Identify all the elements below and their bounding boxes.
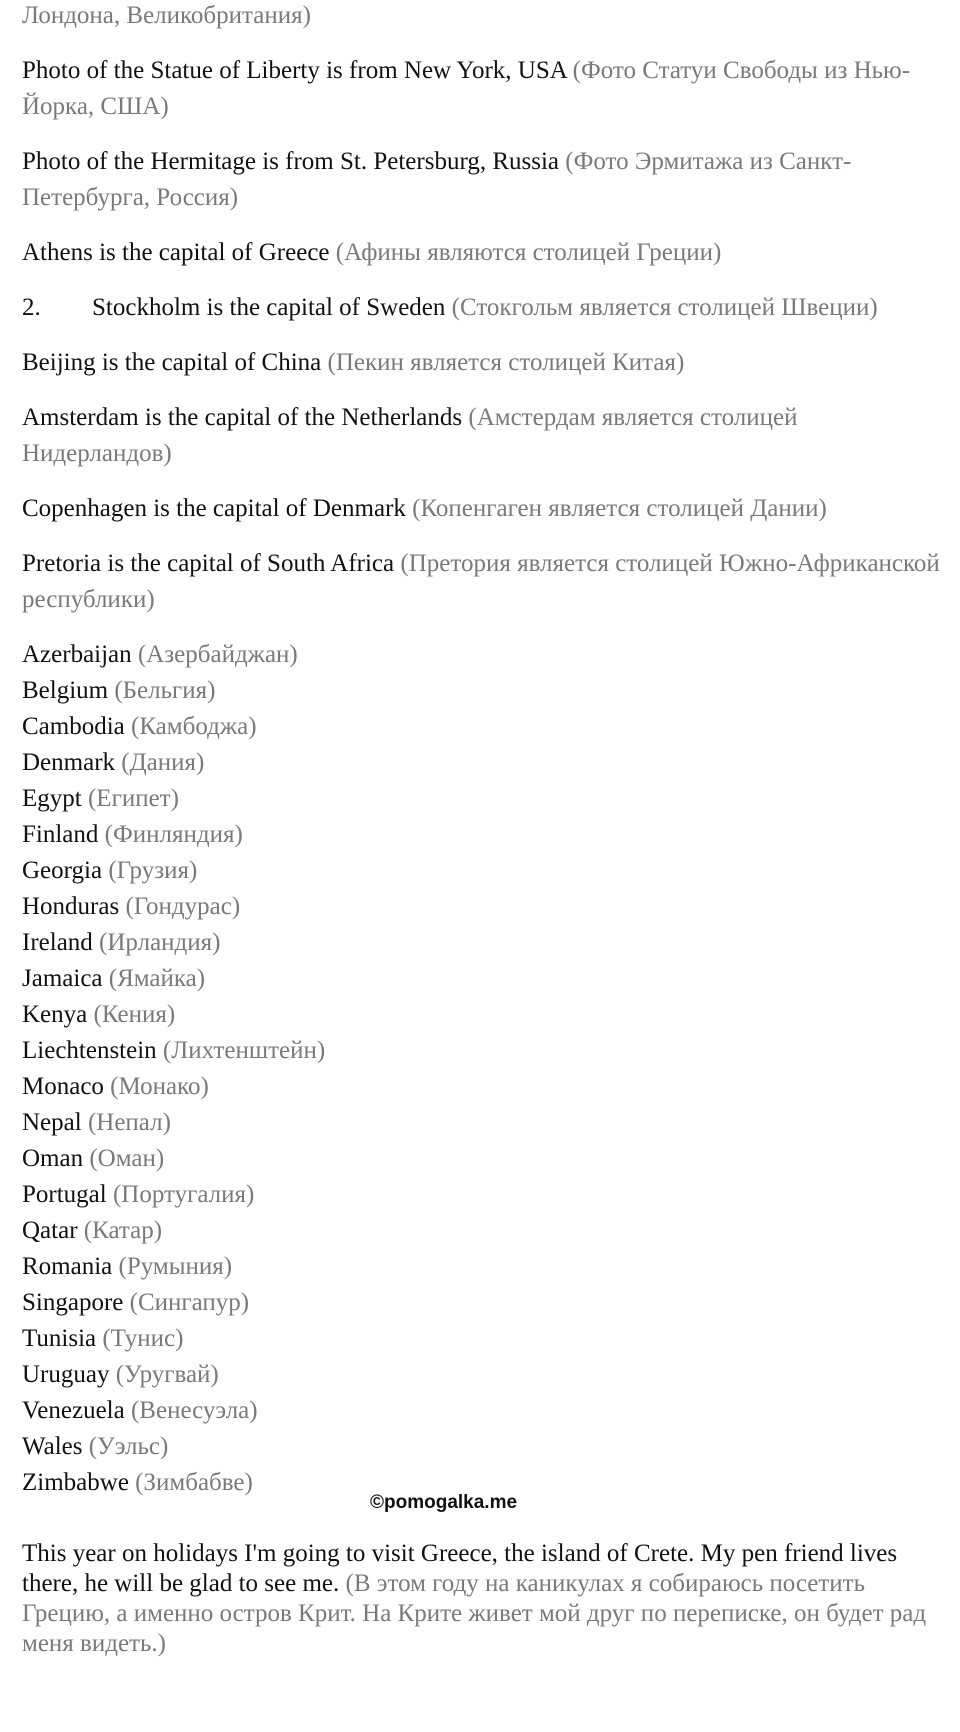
country-name: Nepal bbox=[22, 1109, 82, 1136]
list-item bbox=[22, 1213, 942, 1249]
country-translation: (Египет) bbox=[87, 785, 179, 812]
list-item bbox=[22, 997, 942, 1033]
country-name: Qatar bbox=[22, 1217, 78, 1244]
paragraph-amsterdam bbox=[22, 400, 942, 472]
country-translation: (Венесуэла) bbox=[130, 1397, 258, 1424]
english-text: Photo of the Statue of Liberty is from New York, USA bbox=[22, 57, 567, 84]
country-name: Portugal bbox=[22, 1181, 107, 1208]
country-name: Tunisia bbox=[22, 1325, 97, 1352]
country-translation: (Оман) bbox=[89, 1145, 165, 1172]
paragraph-copenhagen bbox=[22, 491, 942, 527]
document-page bbox=[22, 0, 942, 1678]
country-name: Ireland bbox=[22, 929, 93, 956]
paragraph-athens bbox=[22, 235, 942, 271]
list-item bbox=[22, 889, 942, 925]
country-name: Uruguay bbox=[22, 1361, 110, 1388]
country-name: Honduras bbox=[22, 893, 120, 920]
country-translation: (Лихтенштейн) bbox=[162, 1037, 326, 1064]
list-item bbox=[22, 781, 942, 817]
list-item bbox=[22, 1177, 942, 1213]
english-text: Amsterdam is the capital of the Netherlands bbox=[22, 404, 463, 431]
list-item bbox=[22, 637, 942, 673]
list-item bbox=[22, 961, 942, 997]
paragraph-holiday-plans bbox=[22, 1539, 942, 1659]
english-text: Photo of the Hermitage is from St. Petersburg, Russia bbox=[22, 148, 559, 175]
country-translation: (Камбоджа) bbox=[131, 713, 257, 740]
translation-text: (Стокгольм является столицей Швеции) bbox=[451, 294, 878, 321]
country-name: Cambodia bbox=[22, 713, 125, 740]
country-translation: (Азербайджан) bbox=[137, 641, 298, 668]
translation-text: (Претория является столицей Южно-Африканской республики) bbox=[22, 550, 940, 613]
country-name: Finland bbox=[22, 821, 99, 848]
country-name: Romania bbox=[22, 1253, 113, 1280]
country-translation: (Непал) bbox=[87, 1109, 171, 1136]
country-name: Oman bbox=[22, 1145, 84, 1172]
country-translation: (Катар) bbox=[83, 1217, 163, 1244]
country-translation: (Зимбабве) bbox=[135, 1469, 253, 1496]
country-name: Denmark bbox=[22, 749, 116, 776]
list-item bbox=[22, 1069, 942, 1105]
list-item bbox=[22, 1285, 942, 1321]
english-text: This year on holidays I'm going to visit Greece, the island of Crete. My pen friend lives there, he will be glad to see me. bbox=[22, 1540, 898, 1597]
translation-text: (В этом году на каникулах я собираюсь посетить Грецию, а именно остров Крит. На Крите живет мой друг по переписке, он будет рад меня видеть.) bbox=[22, 1570, 927, 1657]
country-name: Wales bbox=[22, 1433, 83, 1460]
country-translation: (Тунис) bbox=[102, 1325, 184, 1352]
translation-text: (Фото Эрмитажа из Санкт-Петербурга, Россия) bbox=[22, 148, 852, 211]
list-item bbox=[22, 709, 942, 745]
country-translation: (Португалия) bbox=[112, 1181, 255, 1208]
country-translation: (Грузия) bbox=[108, 857, 198, 884]
english-text: Beijing is the capital of China bbox=[22, 349, 322, 376]
paragraph-hermitage bbox=[22, 144, 942, 216]
list-item bbox=[22, 925, 942, 961]
country-translation: (Ирландия) bbox=[99, 929, 221, 956]
country-translation: (Монако) bbox=[110, 1073, 209, 1100]
country-translation: (Кения) bbox=[93, 1001, 176, 1028]
country-name: Azerbaijan bbox=[22, 641, 132, 668]
country-name: Liechtenstein bbox=[22, 1037, 157, 1064]
translation-text: (Фото Статуи Свободы из Нью-Йорка, США) bbox=[22, 57, 911, 120]
country-translation: (Уэльс) bbox=[88, 1433, 169, 1460]
country-translation: (Финляндия) bbox=[104, 821, 243, 848]
paragraph-statue-of-liberty bbox=[22, 53, 942, 125]
country-list bbox=[22, 637, 942, 1501]
country-name: Zimbabwe bbox=[22, 1469, 129, 1496]
translation-text: (Амстердам является столицей Нидерландов) bbox=[22, 404, 798, 467]
list-item bbox=[22, 1321, 942, 1357]
country-translation: (Бельгия) bbox=[114, 677, 216, 704]
english-text: Pretoria is the capital of South Africa bbox=[22, 550, 395, 577]
list-item bbox=[22, 817, 942, 853]
english-text: Athens is the capital of Greece bbox=[22, 239, 330, 266]
list-item bbox=[22, 1105, 942, 1141]
country-translation: (Дания) bbox=[121, 749, 205, 776]
country-name: Egypt bbox=[22, 785, 82, 812]
country-translation: (Гондурас) bbox=[125, 893, 241, 920]
country-name: Venezuela bbox=[22, 1397, 125, 1424]
country-translation: (Ямайка) bbox=[108, 965, 206, 992]
country-translation: (Сингапур) bbox=[129, 1289, 250, 1316]
list-item bbox=[22, 673, 942, 709]
country-name: Georgia bbox=[22, 857, 103, 884]
paragraph-stockholm bbox=[22, 290, 942, 326]
list-item bbox=[22, 1393, 942, 1429]
list-item bbox=[22, 1429, 942, 1465]
country-name: Belgium bbox=[22, 677, 109, 704]
list-item bbox=[22, 1141, 942, 1177]
country-translation: (Румыния) bbox=[118, 1253, 233, 1280]
paragraph-pretoria bbox=[22, 546, 942, 618]
country-translation: (Уругвай) bbox=[115, 1361, 219, 1388]
country-name: Singapore bbox=[22, 1289, 124, 1316]
english-text: Stockholm is the capital of Sweden bbox=[92, 294, 446, 321]
list-item bbox=[22, 1249, 942, 1285]
country-name: Monaco bbox=[22, 1073, 104, 1100]
list-item bbox=[22, 1033, 942, 1069]
translation-text: (Копенгаген является столицей Дании) bbox=[412, 495, 827, 522]
translation-text: (Афины являются столицей Греции) bbox=[335, 239, 722, 266]
paragraph-london-continuation bbox=[22, 0, 942, 34]
country-name: Kenya bbox=[22, 1001, 88, 1028]
translation-text: Лондона, Великобритания) bbox=[22, 2, 311, 29]
watermark: ©pomogalka.me bbox=[370, 1492, 518, 1513]
english-text: Copenhagen is the capital of Denmark bbox=[22, 495, 406, 522]
list-item bbox=[22, 745, 942, 781]
list-item bbox=[22, 1357, 942, 1393]
list-item bbox=[22, 853, 942, 889]
country-name: Jamaica bbox=[22, 965, 103, 992]
section-number: 2. bbox=[22, 294, 41, 321]
paragraph-beijing bbox=[22, 345, 942, 381]
translation-text: (Пекин является столицей Китая) bbox=[327, 349, 685, 376]
